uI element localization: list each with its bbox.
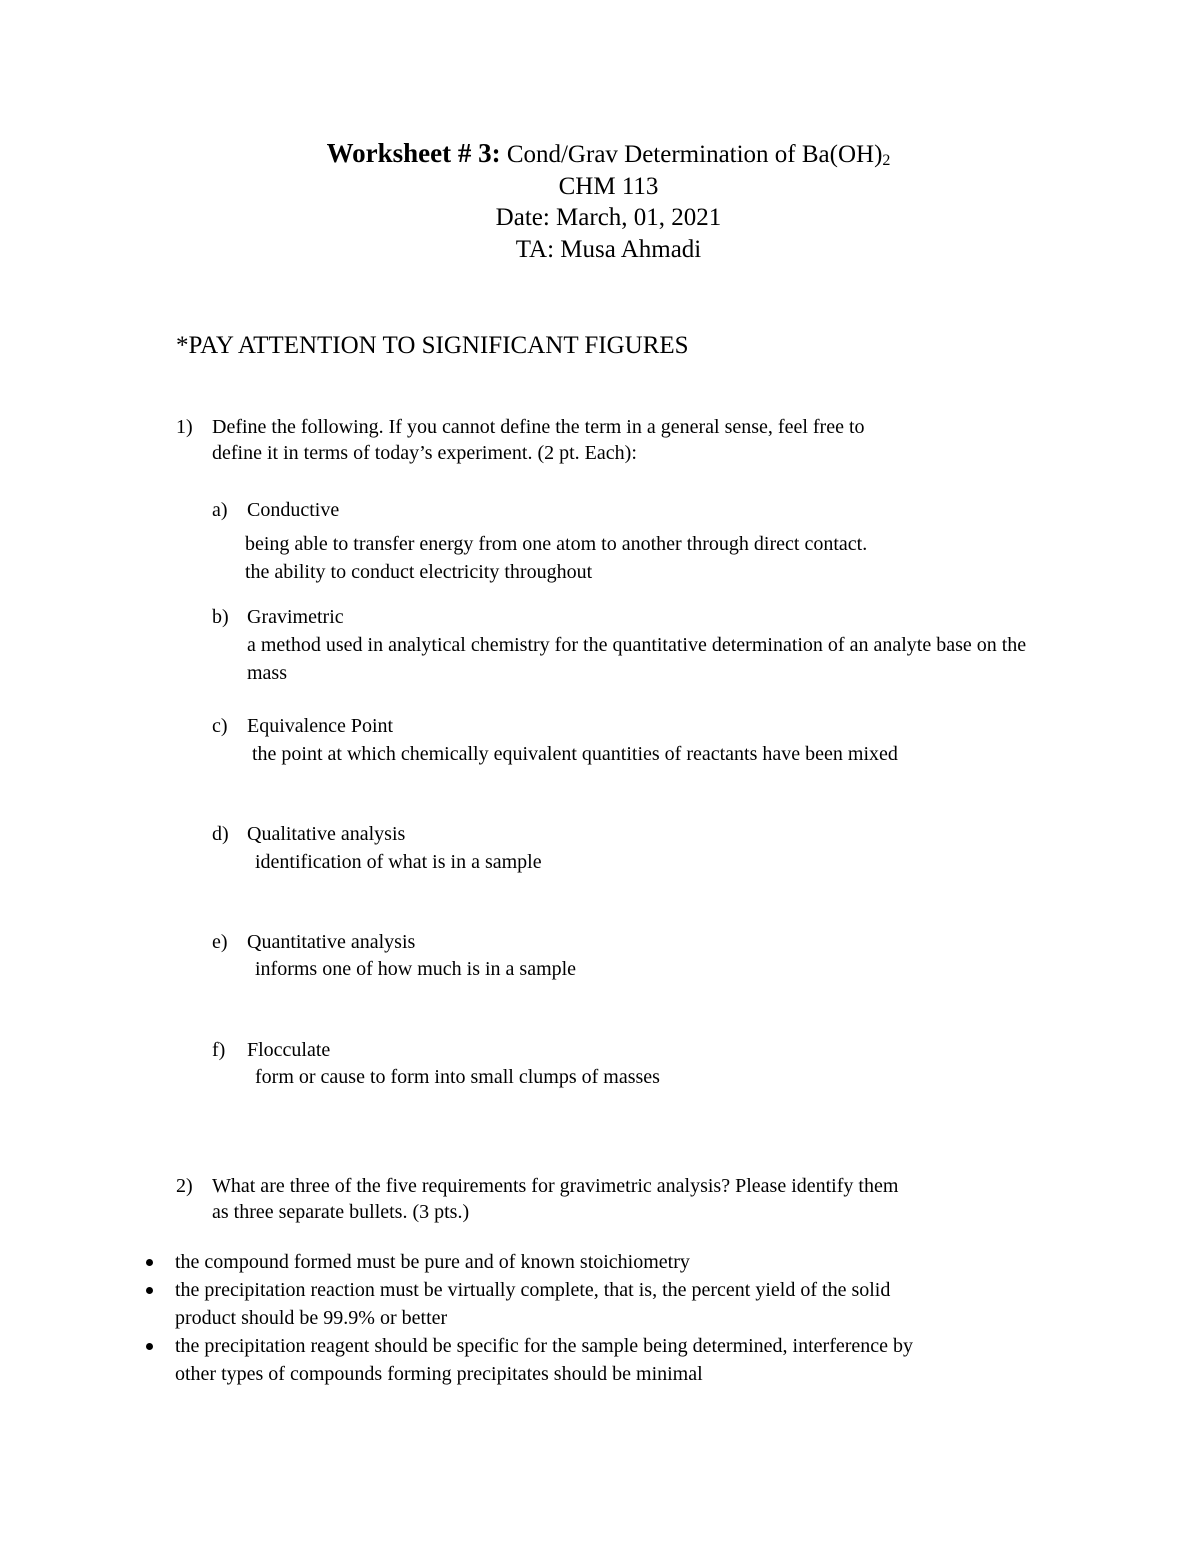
item-letter: d) — [212, 823, 229, 845]
item-letter: b) — [212, 606, 229, 628]
question-1-prompt — [212, 414, 1032, 466]
answer-line: being able to transfer energy from one atom to another through direct contact. — [245, 533, 868, 555]
question-2-number: 2) — [176, 1175, 193, 1197]
item-letter: a) — [212, 499, 228, 521]
answer-line: the point at which chemically equivalent quantities of reactants have been mixed — [252, 743, 898, 765]
answer-line: a method used in analytical chemistry for the quantitative determination of an analyte base on the — [247, 634, 1027, 656]
item-term: Conductive — [247, 499, 340, 521]
item-term: Flocculate — [247, 1039, 331, 1061]
list-item — [140, 1276, 913, 1332]
item-letter: f) — [212, 1039, 226, 1061]
requirements-list — [140, 1248, 913, 1388]
worksheet-title-subscript: 2 — [882, 152, 891, 169]
list-item-line: product should be 99.9% or better — [175, 1307, 448, 1329]
list-item-line: the precipitation reagent should be specific for the sample being determined, interference by — [175, 1335, 914, 1357]
item-term: Qualitative analysis — [247, 823, 406, 845]
list-item — [140, 1332, 913, 1388]
question-1-number: 1) — [176, 416, 193, 438]
question-2-prompt-line: What are three of the five requirements for gravimetric analysis? Please identify them — [212, 1175, 899, 1197]
answer-line: informs one of how much is in a sample — [255, 958, 577, 980]
answer-line: the ability to conduct electricity throughout — [245, 561, 593, 583]
question-2-prompt — [212, 1173, 1032, 1225]
list-item — [140, 1248, 913, 1276]
list-item-line: other types of compounds forming precipitates should be minimal — [175, 1363, 703, 1385]
item-letter: c) — [212, 715, 228, 737]
worksheet-title-number: Worksheet # 3: — [326, 138, 501, 168]
teaching-assistant: TA: Musa Ahmadi — [515, 235, 702, 263]
sig-fig-notice: *PAY ATTENTION TO SIGNIFICANT FIGURES — [176, 332, 689, 359]
answer-line: mass — [247, 662, 287, 684]
item-term: Gravimetric — [247, 606, 344, 628]
bullet-icon — [146, 1343, 153, 1350]
item-letter: e) — [212, 931, 228, 953]
answer-line: identification of what is in a sample — [255, 851, 542, 873]
list-item-line: the precipitation reaction must be virtually complete, that is, the percent yield of the solid — [175, 1279, 891, 1301]
answer-line: form or cause to form into small clumps of masses — [255, 1066, 660, 1088]
worksheet-title-text: Cond/Grav Determination of Ba(OH) — [500, 141, 883, 168]
course-code: CHM 113 — [558, 172, 659, 200]
question-1-prompt-line: Define the following. If you cannot define the term in a general sense, feel free to — [212, 416, 865, 438]
worksheet-date: Date: March, 01, 2021 — [495, 204, 722, 231]
list-item-line: the compound formed must be pure and of known stoichiometry — [175, 1251, 690, 1273]
worksheet-title — [0, 138, 1200, 171]
question-2-prompt-line: as three separate bullets. (3 pts.) — [212, 1201, 470, 1223]
question-1-prompt-line: define it in terms of today’s experiment. (2 pt. Each): — [212, 442, 637, 464]
item-term: Equivalence Point — [247, 715, 394, 737]
item-term: Quantitative analysis — [247, 931, 416, 953]
bullet-icon — [146, 1259, 153, 1266]
worksheet-header — [0, 138, 1200, 265]
bullet-icon — [146, 1287, 153, 1294]
